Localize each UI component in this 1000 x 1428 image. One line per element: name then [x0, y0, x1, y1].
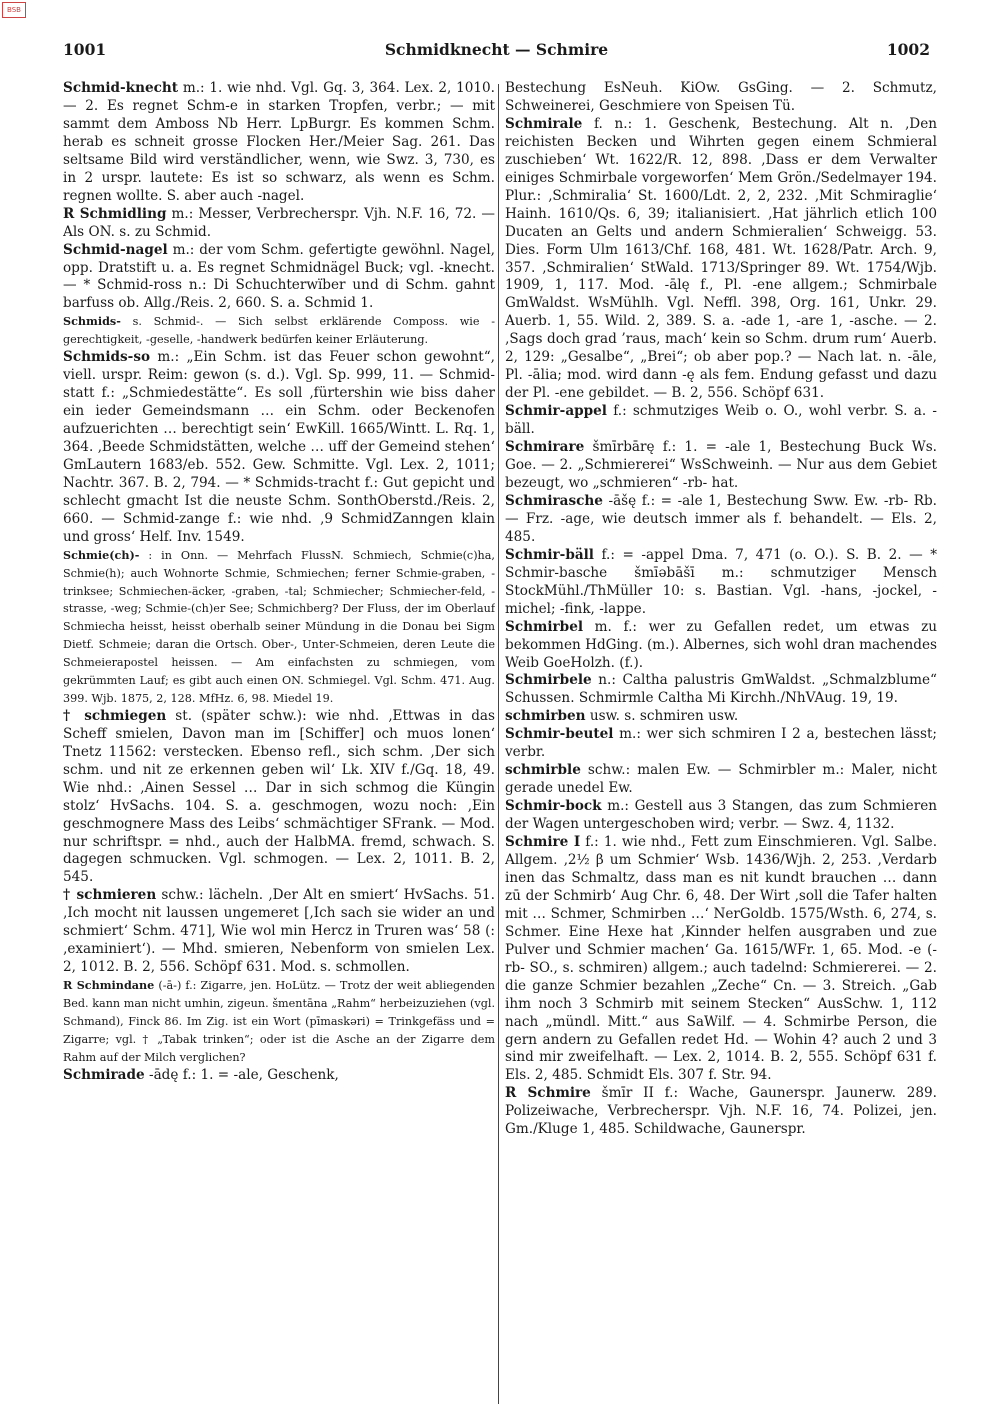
dictionary-entry — [63, 349, 495, 546]
entry-text: st. (später schw.): wie nhd. ‚Ettwas in das Scheff smielen, Davon man im [Schiffer] och muos lonen‘ Tnetz 11562: verstecken. Ebenso refl., sich schm. ‚Der sich schm. und nit ze erkennen geben wil‘ Lk. XIV f./Gq. 18, 49. Wie nhd.: ‚Ainen Sessel … Dar in sich schmog die Küngin stolz‘ HvSachs. 104. S. a. geschmogen, wozu noch: ‚Ein geschmognere Mass des Leibs‘ schmächtiger SFrank. — Mod. nur schriftspr. = nhd., auch der HalbMA. fremd, schwach. S. dagegen schmucken. Vgl. schmogen. — Lex. 2, 1011. B. 2, 545. — [63, 707, 495, 886]
entry-headword: Schmirasche — [505, 492, 603, 509]
page-number-left: 1001 — [63, 40, 107, 59]
entry-headword: R Schmindane — [63, 978, 155, 993]
entry-headword: † schmiegen — [63, 707, 167, 724]
dictionary-entry — [505, 116, 937, 403]
dictionary-entry — [63, 242, 495, 314]
dictionary-entry — [63, 547, 495, 708]
entry-text: schw.: malen Ew. — Schmirbler m.: Maler, nicht gerade unedel Ew. — [505, 762, 937, 797]
dictionary-entry — [505, 439, 937, 493]
entry-text: Bestechung EsNeuh. KiOw. GsGing. — 2. Schmutz, Schweinerei, Geschmiere von Speisen Tü. — [505, 80, 937, 114]
entry-text: šmīr II f.: Wache, Gaunerspr. Jaunerw. 289. Polizeiwache, Verbrecherspr. Vjh. N.F. 16, 74. Polizei, jen. Gm./Kluge 1, 485. Schildwache, Gaunerspr. — [505, 1085, 937, 1138]
dictionary-entry — [505, 1085, 937, 1139]
dictionary-entry — [505, 798, 937, 834]
entry-text: f.: schmutziges Weib o. O., wohl verbr. S. a. -bäll. — [505, 403, 937, 438]
entry-headword: Schmir-beutel — [505, 726, 614, 743]
dictionary-entry — [63, 977, 495, 1067]
dictionary-entry — [505, 726, 937, 762]
entry-text: -āšę f.: = -ale 1, Bestechung Sww. Ew. -rb- Rb. — Frz. -age, wie deutsch immer als f. behandelt. — Els. 2, 485. — [505, 492, 937, 545]
dictionary-entry — [63, 708, 495, 888]
dictionary-entry — [505, 403, 937, 439]
column-divider — [498, 84, 499, 1404]
page-number-right: 1002 — [886, 40, 930, 59]
entry-text: m.: wer sich schmiren I 2 a, bestechen lässt; verbr. — [505, 726, 937, 761]
entry-headword: Schmirade — [63, 1066, 145, 1083]
entry-headword: Schmirbel — [505, 618, 584, 635]
dictionary-entry — [63, 80, 495, 206]
entry-text: m. f.: wer zu Gefallen redet, um etwas zu bekommen HdGing. (m.). Albernes, sich wohl dran machendes Weib GoeHolzh. (f.). — [505, 618, 937, 671]
entry-headword: Schmid-knecht — [63, 80, 179, 96]
entry-text: m.: der vom Schm. gefertigte gewöhnl. Nagel, opp. Dratstift u. a. Es regnet Schmidnägel Buck; vgl. -knecht. — * Schmid-ross n.: Di Schuchterwïber und di Schm. gahnt barfuss ob. Allg./Reis. 2, 660. S. a. Schmid 1. — [63, 241, 495, 312]
page-title: Schmidknecht — Schmire — [384, 40, 609, 59]
entry-headword: schmirben — [505, 708, 586, 725]
dictionary-entry — [505, 493, 937, 547]
entry-headword: R Schmidling — [63, 205, 167, 222]
dictionary-entry — [505, 672, 937, 708]
dictionary-entry — [505, 834, 937, 1085]
entry-headword: Schmids- — [63, 314, 121, 329]
entry-text: schw.: lächeln. ‚Der Alt en smiert‘ HvSachs. 51. ‚Ich mocht nit laussen ungemeret [‚Ich sach sie wider an und schmiert‘ Schm. 471], Wie wol min Hercz in Truren was‘ 58 (: ‚examiniert‘). — Mhd. smieren, Nebenform von smielen Lex. 2, 1012. B. 2, 556. Schöpf 631. Mod. s. schmollen. — [63, 887, 495, 976]
entry-headword: Schmirale — [505, 115, 583, 132]
entry-headword: R Schmire — [505, 1085, 591, 1102]
entry-text: (-ā-) f.: Zigarre, jen. HoLütz. — Trotz der weit abliegenden Bed. kann man nicht umhin, zigeun. šmentāna „Rahm“ herbeizuziehen (vgl. Schmand), Finck 86. Im Zig. ist ein Wort (pīmaskəri) = Trinkgefäss und = Zigarre; vgl. † „Tabak trinken“; oder ist die Asche an der Zigarre dem Rahm auf der Milch verglichen? — [63, 979, 495, 1064]
entry-headword: Schmie(ch)- — [63, 547, 140, 562]
entry-headword: Schmir-bock — [505, 798, 602, 815]
entry-headword: Schmir-appel — [505, 403, 607, 420]
entry-headword: Schmid-nagel — [63, 241, 168, 258]
entry-headword: schmirble — [505, 762, 581, 779]
entry-headword: Schmirbele — [505, 672, 592, 689]
entry-headword: Schmids-so — [63, 349, 151, 366]
entry-headword: Schmire I — [505, 834, 581, 851]
dictionary-entry — [505, 708, 937, 726]
entry-text: : in Onn. — Mehrfach FlussN. Schmiech, Schmie(c)ha, Schmie(h); auch Wohnorte Schmie, Schmiechen; ferner Schmie-graben, -trinksee; Schmiechen-äcker, -graben, -tal; Schmiecher; Schmiecher-feld, -strasse, -weg; Schmie-(ch)er See; Schmichberg? Der Fluss, der im Oberlauf Schmiecha heisst, heisst oberhalb seiner Mündung in die Donau bei Sigm Dietf. Schmeie; daran die Ortsch. Ober-, Unter-Schmeien, deren Leute die Schmeierapostel heissen. — Am einfachsten zu schmiegen, vom gekrümmten Lauf; es gibt auch einen ON. Schmiegel. Vgl. Schm. 471. Aug. 399. Wjb. 1875, 2, 128. MfHz. 6, 98. Miedel 19. — [63, 548, 495, 705]
entry-text: s. Schmid-. — Sich selbst erklärende Composs. wie -gerechtigkeit, -geselle, -handwerk bedürfen keiner Erläuterung. — [63, 315, 495, 347]
entry-text: m.: Messer, Verbrecherspr. Vjh. N.F. 16, 72. — Als ON. s. zu Schmid. — [63, 205, 495, 240]
entry-text: f. n.: 1. Geschenk, Bestechung. Alt n. ‚Den reichisten Becken und Wihrten gegen einem Schmieral zuschieben‘ Wt. 1622/R. 12, 898. ‚Dass er dem Verwalter einiges Schmirbale vorgeworfen‘ Mem Grön./Sedelmayer 194. Plur.: ‚Schmiralia‘ St. 1600/Ldt. 2, 2, 232. ‚Mit Schmiraglie‘ Hainh. 1610/Qs. 6, 39; italianisiert. ‚Hat jährlich etlich 100 Ducaten an Gelts und andern Schmieralien‘ Schweigg. 53. Dies. Form Ulm 1613/Chf. 168, 481. Wt. 1628/Patr. Arch. 9, 357. ‚Schmiralien‘ StWald. 1713/Springer 89. Wt. 1754/Wjb. 1909, 1, 117. Mod. -ālę f., Pl. -ene allgem.; Schmirbale GmWaldst. WsMühlh. Vgl. Neffl. 398, Org. 161, Unkr. 29. Auerb. 1, 55. Wild. 2, 389. S. a. -ade 1, -are 1, -asche. — 2. ‚Sags doch grad ’raus, mach‘ kein so Schm. drum rum‘ Auerb. 2, 129: „Gesalbe“, „Brei“; ob aber pop.? — Nach lat. n. -āle, Pl. -ālia; mod. wird dann -ę als fem. Endung gefasst und dazu der Pl. -ene gebildet. — B. 2, 556. Schöpf 631. — [505, 115, 937, 402]
dictionary-entry — [505, 762, 937, 798]
dictionary-entry — [505, 619, 937, 673]
dictionary-entry — [63, 887, 495, 977]
dictionary-entry — [505, 80, 937, 116]
entry-text: usw. s. schmiren usw. — [589, 708, 739, 725]
dictionary-entry — [63, 313, 495, 349]
left-column — [63, 80, 495, 1410]
entry-text: m.: 1. wie nhd. Vgl. Gq. 3, 364. Lex. 2, 1010. — 2. Es regnet Schm-e in starken Tropfen, verbr.; — mit sammt dem Amboss Nb Herr. LpBurgr. Es kommen Schm. herab es schneit grosse Flocken Her./Meier Sag. 261. Das seltsame Bild wird verständlicher, wenn, wie Swz. 3, 730, es in 2 urspr. lautete: Es ist so schwarz, als wenn es Schm. regnen wollte. S. aber auch -nagel. — [63, 80, 495, 204]
right-column — [505, 80, 937, 1410]
entry-text: m.: Gestell aus 3 Stangen, das zum Schmieren der Wagen untergeschoben wird; verbr. — Swz. 4, 1132. — [505, 798, 937, 833]
entry-headword: Schmir-bäll — [505, 546, 594, 563]
entry-text: f.: = -appel Dma. 7, 471 (o. O.). S. B. 2. — * Schmir-basche šmīəbāšī m.: schmutziger Mensch StockMühl./ThMüller 10: s. Bastian. Vgl. -hans, -jockel, -michel; -fink, -lappe. — [505, 546, 937, 617]
entry-text: n.: Caltha palustris GmWaldst. „Schmalzblume“ Schussen. Schmirmle Caltha Mi Kirchh./NhVAug. 19, 19. — [505, 672, 937, 707]
entry-headword: Schmirare — [505, 439, 585, 456]
entry-headword: † schmieren — [63, 887, 157, 904]
dictionary-entry — [63, 206, 495, 242]
dictionary-entry — [63, 1067, 495, 1085]
entry-text: f.: 1. wie nhd., Fett zum Einschmieren. Vgl. Salbe. Allgem. ‚2½ β um Schmier‘ Wsb. 1436/Wjh. 2, 253. ‚Verdarb inen das Schmaltz, dass man es nit kundt brauchen … dann zū der Schmirb‘ Aug Chr. 6, 48. Der Wirt ‚soll die Tafer halten mit … Schmer, Schmirben …‘ NerGoldb. 1575/Wsth. 6, 274, s. Schmer. Eine Hexe hat ‚Kinnder helfen ausgraben und zue Pulver und Schmier machen‘ Ga. 1615/WFr. 1, 65. Mod. -e (-rb- SO., s. schmiren) allgem.; auch tadelnd: Schmiererei. — 2. die ganze Schmier bezahlen „Zeche“ Cn. — 3. Streich. „Gab ihm noch 3 Schmirb mit seinem Stecken“ AusSchw. 1, 112 nach „mündl. Mitt.“ aus SaWilf. — 4. Schmirbe Person, die gern andern zu Gefallen redet Hd. — Wohin 4? auch 2 und 3 sind mir zweifelhaft. — Lex. 2, 1014. B. 2, 555. Schöpf 631 f. Els. 2, 485. Schmidt Els. 307 f. Str. 94. — [505, 834, 937, 1084]
page-header — [63, 40, 930, 60]
entry-text: -ādę f.: 1. = -ale, Geschenk, — [148, 1066, 339, 1083]
entry-text: šmīrbārę f.: 1. = -ale 1, Bestechung Buck Ws. Goe. — 2. „Schmiererei“ WsSchweinh. — Nur aus dem Gebiet bezeugt, wo „schmieren“ -rb- hat. — [505, 439, 937, 491]
dictionary-entry — [505, 547, 937, 619]
library-stamp: BSB — [2, 2, 26, 18]
entry-text: m.: „Ein Schm. ist das Feuer schon gewohnt“, viell. urspr. Reim: gewon (s. d.). Vgl. Sp. 999, 11. — Schmid-statt f.: „Schmiedestätte“. Es soll ‚fürtershin wie biss daher ein ieder Gemeindsmann … ein Schm. oder Beckenofen aufzuerichten … berechtigt sein‘ EwKill. 1665/Wintt. L. Rq. 1, 364. ‚Beede Schmidstätten, welche … uff der Gemeind stehen‘ GmLautern 1683/eb. 552. Gew. Schmitte. Vgl. Lex. 2, 1011; Nachtr. 367. B. 2, 794. — * Schmids-tracht f.: Gut gepicht und schlecht gmacht Ist die neuste Schm. SonthOberstd./Reis. 2, 660. — Schmid-zange f.: wie nhd. ‚9 SchmidZanngen klain und gross‘ Helf. Inv. 1549. — [63, 349, 495, 545]
